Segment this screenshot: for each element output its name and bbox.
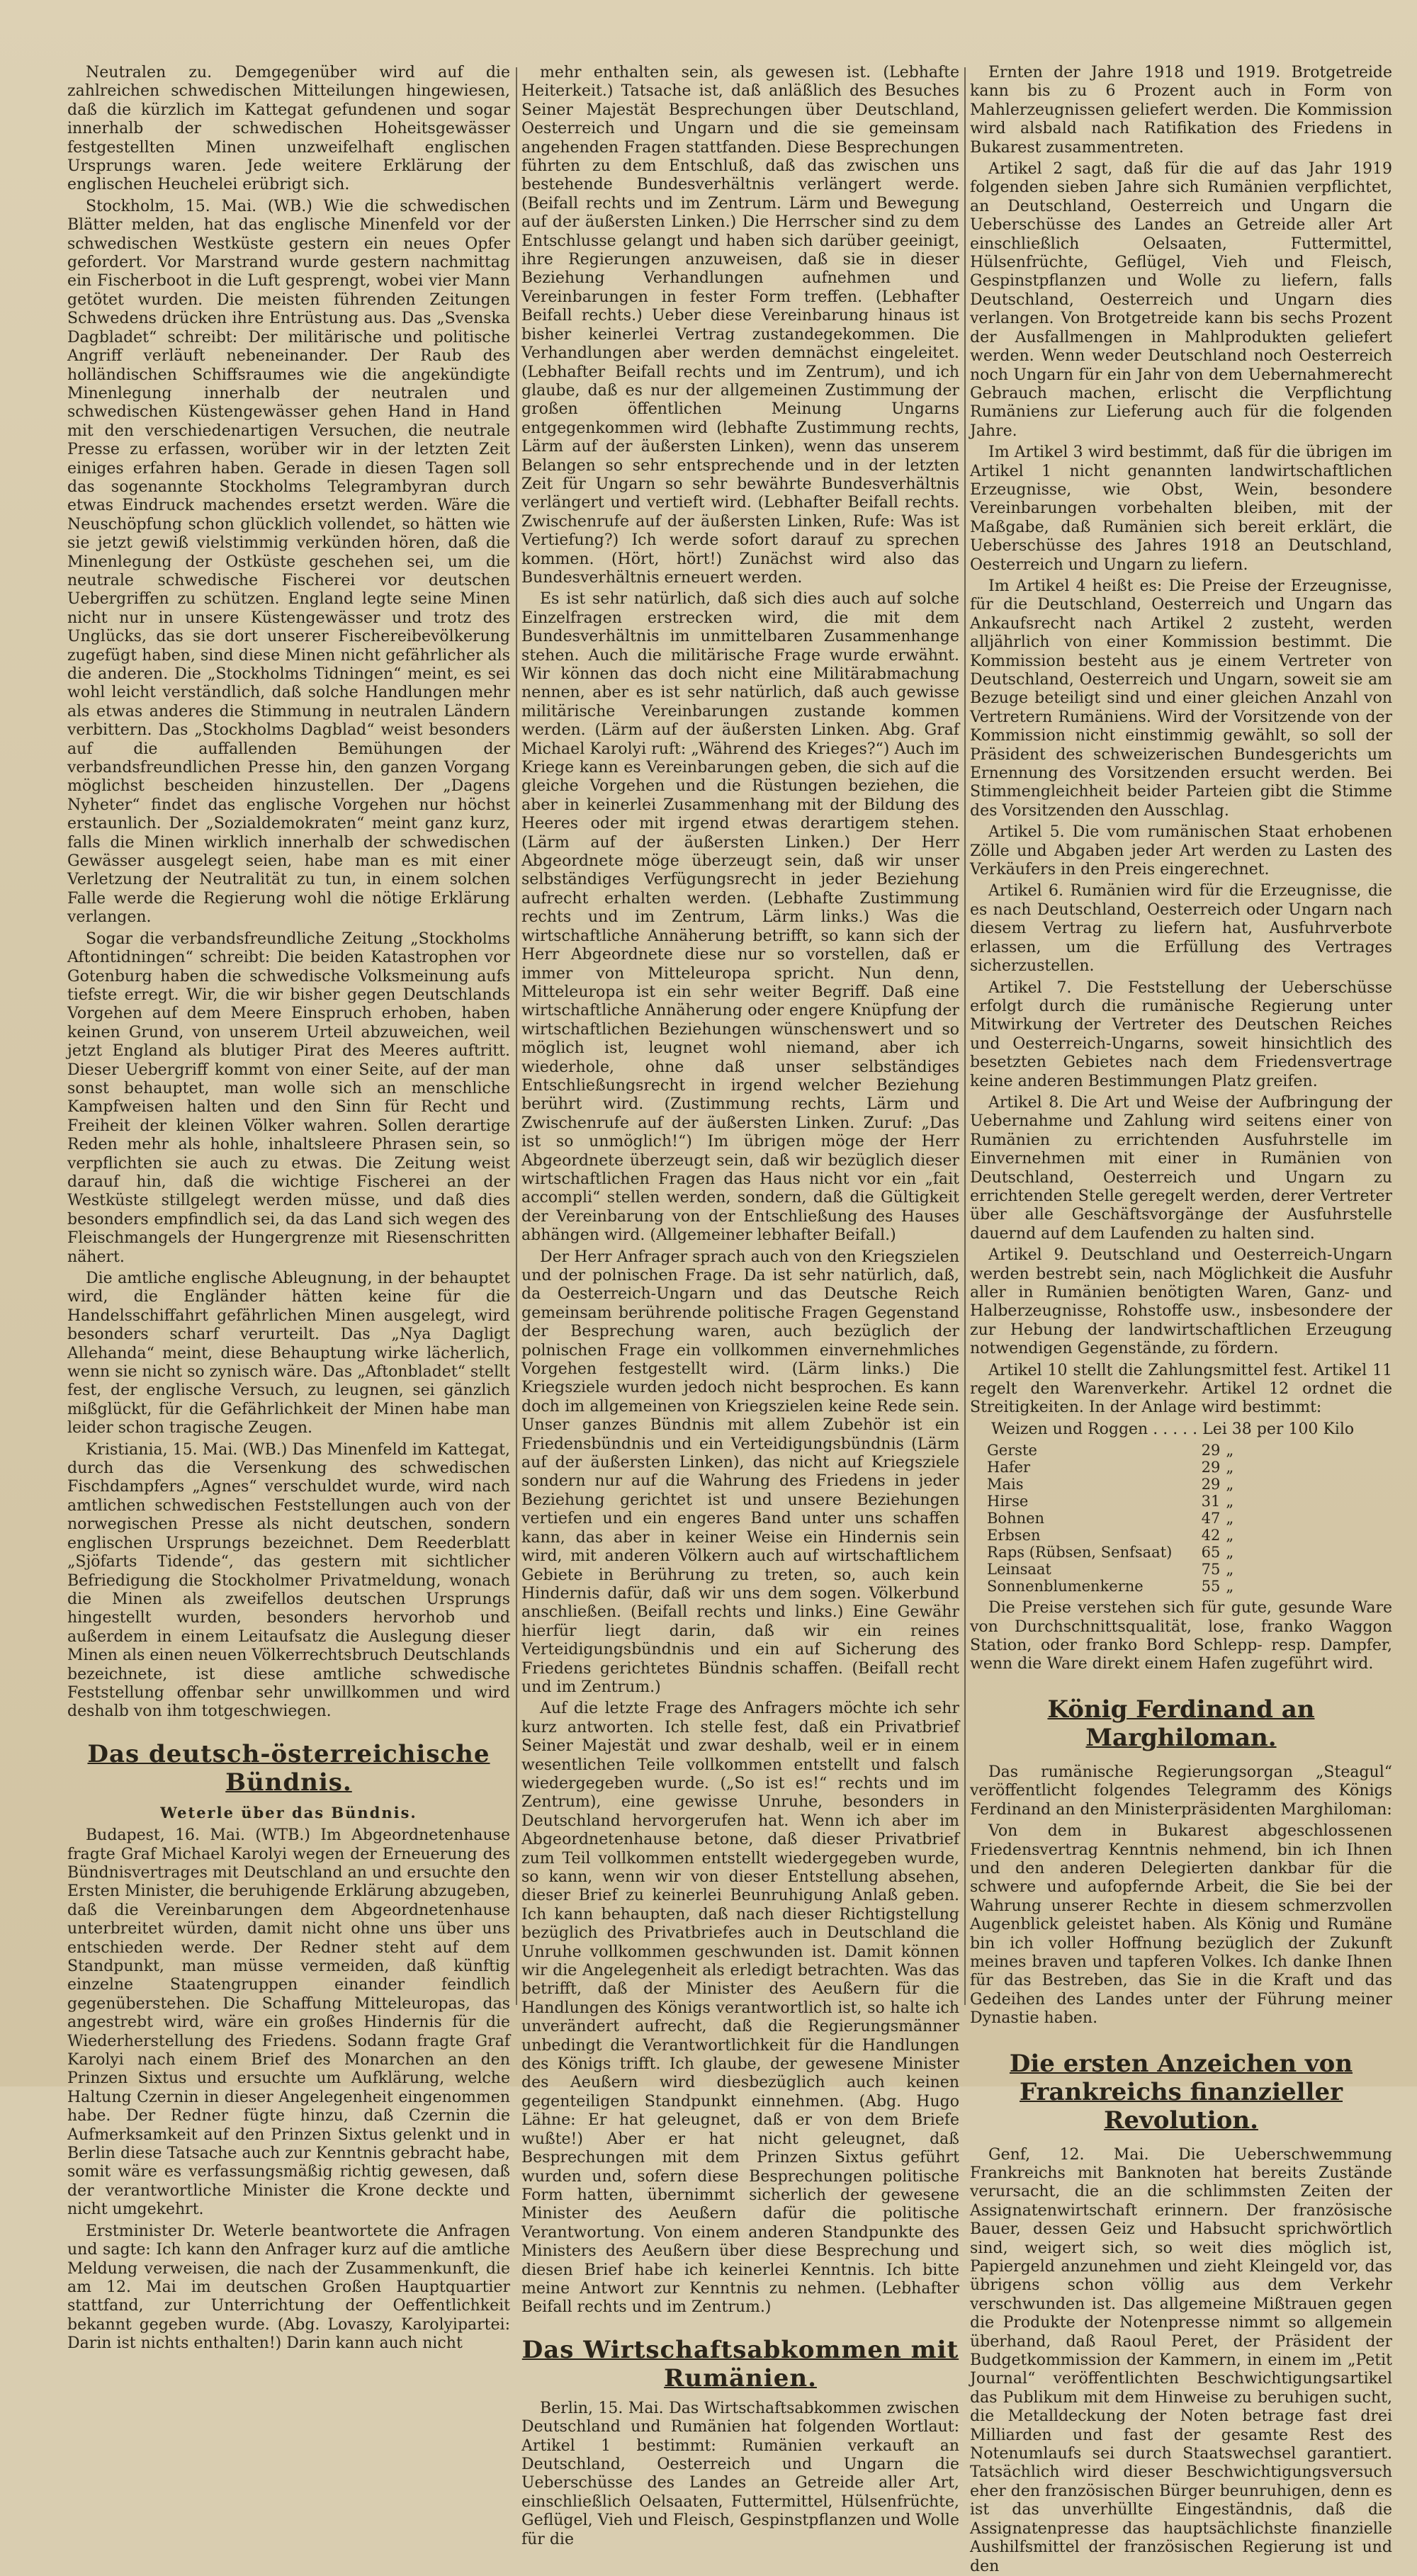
price-cell: 55 [1201, 1578, 1221, 1595]
price-cell: Leinsaat [987, 1561, 1051, 1578]
price-row [984, 1578, 1321, 1595]
price-cell: Erbsen [987, 1527, 1041, 1544]
paragraph: Im Artikel 3 wird bestimmt, daß für die übrigen im Artikel 1 nicht genannten landwirtschaftlichen Erzeugnisse, wie Obst, Wein, besondere Vereinbarungen vorbehalten bleiben, mit der Maßgabe, daß Rumänien sich bereit erklärt, die Ueberschüsse des Jahres 1918 an Deutschland, Oesterreich und Ungarn zu liefern. [970, 444, 1392, 574]
paragraph: Artikel 8. Die Art und Weise der Aufbringung der Uebernahme und Zahlung wird seitens einer von Rumänien zu errichtenden Ausfuhrstelle im Einvernehmen mit einer in Rumänien von Deutschland, Oesterreich und Ungarn zu errichtenden Stelle geregelt werden, derer Vertreter über alle Geschäftsvorgänge der Ausfuhrstelle dauernd auf dem Laufenden zu halten sind. [970, 1093, 1392, 1243]
paragraph: Die amtliche englische Ableugnung, in der behauptet wird, die Engländer hätten keine für die Handelsschiffahrt gefährlichen Minen ausgelegt, wird besonders scharf verurteilt. Das „Nya Dagligt Allehanda“ meint, diese Behauptung wirke lächerlich, wenn sie nicht so zynisch wäre. Das „Aftonbladet“ stellt fest, der englische Versuch, zu leugnen, sei gänzlich mißglückt, für die Gefährlichkeit der Minen habe man leider schon tragische Zeugen. [67, 1270, 510, 1437]
price-cell: 31 [1201, 1493, 1221, 1510]
article-headline: König Ferdinand an Marghiloman. [1047, 1695, 1315, 1752]
price-row [984, 1527, 1321, 1544]
price-cell: „ [1226, 1493, 1234, 1510]
price-cell: „ [1226, 1459, 1234, 1476]
column-right [970, 64, 1392, 2575]
column-middle [521, 64, 959, 2548]
price-row [984, 1510, 1321, 1527]
paragraph: Artikel 5. Die vom rumänischen Staat erhobenen Zölle und Abgaben jeder Art werden zu Lasten des Verkäufers in den Preis eingerechnet. [970, 823, 1392, 879]
price-cell: Bohnen [987, 1510, 1045, 1527]
price-row [984, 1544, 1321, 1561]
paragraph: Artikel 7. Die Feststellung der Ueberschüsse erfolgt durch die rumänische Regierung unter Mitwirkung der Vertreter des Deutschen Reiches und Oesterreich-Ungarns, soweit hinsichtlich des besetzten Gebietes nach dem Friedensvertrage keine anderen Bestimmungen Platz greifen. [970, 978, 1392, 1090]
paragraph: Es ist sehr natürlich, daß sich dies auch auf solche Einzelfragen erstrecken wird, die mit dem Bundesverhältnis im unmittelbaren Zusammenhange stehen. Auch die militärische Frage wurde erwähnt. Wir können das doch nicht eine Militärabmachung nennen, aber es ist sehr natürlich, daß auch gewisse militärische Vereinbarungen zustande kommen werden. (Lärm auf der äußersten Linken. Abg. Graf Michael Karolyi ruft: „Während des Krieges?“) Auch im Kriege kann es Vereinbarungen geben, die sich auf die gleiche Vorgehen und die Rüstungen beziehen, die aber in keinerlei Zusammenhang mit der Bildung des Heeres oder mit irgend etwas derartigem stehen. (Lärm auf der äußersten Linken.) Der Herr Abgeordnete möge überzeugt sein, daß wir unser selbständiges Verfügungsrecht in jeder Beziehung aufrecht erhalten werden. (Lebhafte Zustimmung rechts und im Zentrum, Lärm links.) Was die wirtschaftliche Annäherung betrifft, so kann sich der Herr Abgeordnete diese nur so vorstellen, daß er immer von Mitteleuropa spricht. Nun denn, Mitteleuropa ist ein sehr weiter Begriff. Daß eine wirtschaftliche Annäherung oder engere Knüpfung der wirtschaftlichen Beziehungen wünschenswert und so möglich ist, leugnet wohl niemand, aber ich wiederhole, ohne daß unser selbständiges Entschließungsrecht in irgend welcher Beziehung berührt wird. (Zustimmung rechts, Lärm und Zwischenrufe auf der äußersten Linken. Zuruf: „Das ist so unmöglich!“) Im übrigen möge der Herr Abgeordnete überzeugt sein, daß wir bezüglich dieser wirtschaftlichen Fragen das Haus nicht vor ein „fait accompli“ stellen werden, sondern, daß die Gültigkeit der Vereinbarung von der Entschließung des Hauses abhängen wird. (Allgemeiner lebhafter Beifall.) [521, 590, 959, 1245]
price-cell: Hirse [987, 1493, 1029, 1510]
paragraph: Budapest, 16. Mai. (WTB.) Im Abgeordnetenhause fragte Graf Michael Karolyi wegen der Erneuerung des Bündnisvertrages mit Deutschland an und ersuchte den Ersten Minister, die beruhigende Erklärung abzugeben, daß die Vereinbarungen dem Abgeordnetenhause unterbreitet würden, damit nicht ohne uns über uns entschieden werde. Der Redner steht auf dem Standpunkt, man müsse vermeiden, daß künftig einzelne Staatengruppen einander feindlich gegenüberstehen. Die Schaffung Mitteleuropas, das angestrebt wird, wäre ein großes Hindernis für die Wiederherstellung des Friedens. Sodann fragte Graf Karolyi nach einem Brief des Monarchen an den Prinzen Sixtus und ersuchte um Aufklärung, welche Haltung Czernin in dieser Angelegenheit eingenommen habe. Der Redner fügte hinzu, daß Czernin die Aufmerksamkeit auf den Prinzen Sixtus gelenkt und in Berlin diese Tatsache auch zur Kenntnis gebracht habe, somit wäre es verfassungsmäßig richtig gewesen, daß der verantwortliche Minister die Krone deckte und nicht umgekehrt. [67, 1826, 510, 2219]
article-headline: Die ersten Anzeichen von Frankreichs finanzieller Revolution. [1009, 2049, 1353, 2135]
price-cell: Gerste [987, 1442, 1037, 1459]
price-cell: „ [1226, 1544, 1234, 1561]
paragraph: Sogar die verbandsfreundliche Zeitung „Stockholms Aftontidningen“ schreibt: Die beiden Katastrophen vor Gotenburg haben die schwedische Volksmeinung aufs tiefste erregt. Wir, die wir bisher gegen Deutschlands Vorgehen auf dem Meere Einspruch erhoben, haben keinen Grund, von unserem Urteil abzuweichen, weil jetzt England als blutiger Pirat des Meeres auftritt. Dieser Uebergriff kommt von einer Seite, auf der man sonst behauptet, man wolle sich an menschliche Kampfweisen halten und den Sinn für Recht und Freiheit der kleinen Völker wahren. Sollen derartige Reden mehr als hohle, inhaltsleere Phrasen sein, so verpflichten sie auch zu etwas. Die Zeitung weist darauf hin, daß die wichtige Fischerei an der Westküste stillgelegt werden müsse, und daß dies besonders empfindlich sei, da das Land sich wegen des Fleischmangels der Hungergrenze mit Riesenschritten nähert. [67, 930, 510, 1266]
price-table-intro: Weizen und Roggen . . . . . Lei 38 per 100 Kilo [991, 1420, 1355, 1438]
column-rule [516, 67, 517, 2005]
paragraph: Berlin, 15. Mai. Das Wirtschaftsabkommen zwischen Deutschland und Rumänien hat folgenden Wortlaut: Artikel 1 bestimmt: Rumänien verkauft an Deutschland, Oesterreich und Ungarn die Ueberschüsse des Landes an Getreide aller Art, einschließlich Oelsaaten, Futtermittel, Hülsenfrüchte, Geflügel, Vieh und Fleisch, Gespinstpflanzen und Wolle für die [521, 2399, 959, 2548]
paragraph: mehr enthalten sein, als gewesen ist. (Lebhafte Heiterkeit.) Tatsache ist, daß anläßlich des Besuches Seiner Majestät Besprechungen über Deutschland, Oesterreich und Ungarn und die sie gemeinsam angehenden Fragen stattfanden. Diese Besprechungen führten zu dem Entschluß, daß das zwischen uns bestehende Bundesverhältnis verlängert werde. (Beifall rechts und im Zentrum. Lärm und Bewegung auf der äußersten Linken.) Die Herrscher sind zu dem Entschlusse gelangt und haben sich darüber geeinigt, ihre Regierungen anzuweisen, daß sie in dieser Beziehung Verhandlungen aufnehmen und Vereinbarungen in fester Form treffen. (Lebhafter Beifall rechts.) Ueber diese Vereinbarung hinaus ist bisher keinerlei Vertrag zustandegekommen. Die Verhandlungen aber werden demnächst eingeleitet. (Lebhafter Beifall rechts und im Zentrum), und ich glaube, daß es nur der allgemeinen Zustimmung der großen öffentlichen Meinung Ungarns entgegenkommen wird (lebhafte Zustimmung rechts, Lärm auf der äußersten Linken), wenn das unserem Belangen so sehr entsprechende und in der letzten Zeit für Ungarn so sehr bewährte Bundesverhältnis verlängert und vertieft wird. (Lebhafter Beifall rechts. Zwischenrufe auf der äußersten Linken, Rufe: Was ist Vertiefung?) Ich werde sofort darauf zu sprechen kommen. (Hört, hört!) Zunächst wird also das Bundesverhältnis erneuert werden. [521, 64, 959, 587]
column-rule [964, 67, 966, 2005]
paragraph: Das rumänische Regierungsorgan „Steagul“ veröffentlicht folgendes Telegramm des Königs Ferdinand an den Ministerpräsidenten Marghiloman: [970, 1763, 1392, 1819]
price-cell: „ [1226, 1510, 1234, 1527]
price-row [984, 1561, 1321, 1578]
price-cell: Raps (Rübsen, Senfsaat) [987, 1544, 1173, 1561]
paragraph: Ernten der Jahre 1918 und 1919. Brotgetreide kann bis zu 6 Prozent auch in Form von Mahlerzeugnissen geliefert werden. Die Kommission wird alsbald nach Ratifikation des Friedens in Bukarest zusammentreten. [970, 64, 1392, 157]
article-headline: Das Wirtschaftsabkommen mit Rumänien. [521, 2335, 959, 2393]
price-cell: Mais [987, 1476, 1024, 1493]
paragraph: Artikel 10 stellt die Zahlungsmittel fest. Artikel 11 regelt den Warenverkehr. Artikel 12 ordnet die Streitigkeiten. In der Anlage wird bestimmt: [970, 1361, 1392, 1417]
paragraph: Die Preise verstehen sich für gute, gesunde Ware von Durchschnittsqualität, lose, franko Waggon Station, oder franko Bord Schlepp- resp. Dampfer, wenn die Ware direkt einem Hafen zugeführt wird. [970, 1599, 1392, 1673]
article-headline: Das deutsch-österreichische Bündnis. [87, 1739, 490, 1797]
paragraph: Auf die letzte Frage des Anfragers möchte ich sehr kurz antworten. Ich stelle fest, daß ein Privatbrief Seiner Majestät und zwar deshalb, weil er in einem wesentlichen Teile vollkommen entstellt und falsch wiedergegeben wurde. („So ist es!“ rechts und im Zentrum), eine gewisse Unruhe, besonders in Deutschland hervorgerufen hat. Wenn ich aber im Abgeordnetenhause betone, daß dieser Privatbrief zum Teil vollkommen entstellt wiedergegeben wurde, so kann, wenn wir von dieser Entstellung absehen, dieser Brief zu keinerlei Beunruhigung Anlaß geben. Ich kann behaupten, daß nach dieser Richtigstellung bezüglich des Privatbriefes auch in Deutschland die Unruhe vollkommen geschwunden ist. Damit können wir die Angelegenheit als erledigt betrachten. Was das betrifft, daß der Minister des Aeußern für die Handlungen des Königs verantwortlich ist, so halte ich unverändert aufrecht, daß die Regierungsmänner unbedingt die Verantwortlichkeit für die Handlungen des Königs trifft. Ich glaube, der gewesene Minister des Aeußern wird diesbezüglich auch keinen gegenteiligen Standpunkt einnehmen. (Abg. Hugo Lähne: Er hat geleugnet, daß er von dem Briefe wußte!) Aber er hat nicht geleugnet, daß Besprechungen mit dem Prinzen Sixtus geführt wurden und, sofern diese Besprechungen politische Form hatten, übernimmt sicherlich der gewesene Minister des Aeußern dafür die politische Verantwortung. Von einem anderen Standpunkte des Ministers des Aeußern über diese Besprechung und diesen Brief habe ich keinerlei Kenntnis. Ich bitte meine Antwort zur Kenntnis zu nehmen. (Lebhafter Beifall rechts und im Zentrum.) [521, 1700, 959, 2317]
paragraph: Artikel 9. Deutschland und Oesterreich-Ungarn werden bestrebt sein, nach Möglichkeit die Ausfuhr aller in Rumänien benötigten Waren, Ganz- und Halberzeugnisse, Rohstoffe usw., insbesondere der zur Hebung der landwirtschaftlichen Erzeugung notwendigen Gegenstände, zu fördern. [970, 1246, 1392, 1358]
price-row [984, 1442, 1321, 1459]
price-table [984, 1442, 1321, 1595]
column-left [67, 64, 510, 2353]
price-row [984, 1476, 1321, 1493]
paragraph: Erstminister Dr. Weterle beantwortete die Anfragen und sagte: Ich kann den Anfrager kurz auf die amtliche Meldung verweisen, die nach der Zusammenkunft, die am 12. Mai im deutschen Großen Hauptquartier stattfand, zur Unterrichtung der Oeffentlichkeit bekannt gegeben wurde. (Abg. Lovaszy, Karolyipartei: Darin ist nichts enthalten!) Darin kann auch nicht [67, 2222, 510, 2353]
paragraph: Kristiania, 15. Mai. (WB.) Das Minenfeld im Kattegat, durch das die Versenkung des schwedischen Fischdampfers „Agnes“ verschuldet wurde, wird nach amtlichen schwedischen Feststellungen auch von der norwegischen Presse als nicht deutschen, sondern englischen Ursprungs bezeichnet. Dem Reederblatt „Sjöfarts Tidende“, das gestern mit sichtlicher Befriedigung die Stockholmer Privatmeldung, wonach die Minen als zweifellos deutschen Ursprungs hingestellt wurden, besonders hervorhob und außerdem in einem Leitaufsatz die Auslegung dieser Minen als einen neuen Völkerrechtsbruch Deutschlands bezeichnete, ist diese amtliche schwedische Feststellung offenbar sehr unwillkommen und wird deshalb von ihm totgeschwiegen. [67, 1440, 510, 1721]
price-cell: „ [1226, 1442, 1234, 1459]
price-cell: „ [1226, 1578, 1234, 1595]
price-cell: 29 [1201, 1459, 1221, 1476]
price-row [984, 1493, 1321, 1510]
paragraph: Genf, 12. Mai. Die Ueberschwemmung Frankreichs mit Banknoten hat bereits Zustände verursacht, die an die schlimmsten Zeiten der Assignatenwirtschaft erinnern. Der französische Bauer, dessen Geiz und Habsucht sprichwörtlich sind, weigert sich, so weit dies möglich ist, Papiergeld anzunehmen und zieht Kleingeld vor, das übrigens schon völlig aus dem Verkehr verschwunden ist. Das allgemeine Mißtrauen gegen die Produkte der Notenpresse nimmt so allgemein überhand, daß Raoul Peret, der Präsident der Budgetkommission der Kammern, in einem im „Petit Journal“ veröffentlichten Beschwichtigungsartikel das Publikum mit dem Hinweise zu beruhigen sucht, die Metalldeckung der Noten betrage fast drei Milliarden und fast der gesamte Rest des Notenumlaufs sei durch Staatswechsel garantiert. Tatsächlich wird dieser Beschwichtigungsversuch eher den französischen Bürger beunruhigen, denn es ist das unverhüllte Eingeständnis, daß die Assignatenpresse das hauptsächlichste finanzielle Aushilfsmittel der französischen Regierung ist und den [970, 2145, 1392, 2575]
price-row [984, 1459, 1321, 1476]
article-subheadline: Weterle über das Bündnis. [160, 1803, 417, 1821]
price-cell: 29 [1201, 1442, 1221, 1459]
price-cell: 65 [1201, 1544, 1221, 1561]
price-cell: „ [1226, 1476, 1234, 1493]
price-cell: „ [1226, 1561, 1234, 1578]
price-cell: 47 [1201, 1510, 1221, 1527]
paragraph: Im Artikel 4 heißt es: Die Preise der Erzeugnisse, für die Deutschland, Oesterreich und Ungarn das Ankaufsrecht nach Artikel 2 zusteht, werden alljährlich von einer Kommission bestimmt. Die Kommission besteht aus je einem Vertreter von Deutschland, Oesterreich und Ungarn, soweit sie am Bezuge beteiligt sind und einer gleichen Anzahl von Vertretern Rumäniens. Wird der Vorsitzende von der Kommission nicht einstimmig gewählt, so soll der Präsident des schweizerischen Bundesgerichts um Ernennung des Vorsitzenden ersucht werden. Bei Stimmengleichheit beider Parteien gibt die Stimme des Vorsitzenden den Ausschlag. [970, 577, 1392, 820]
paragraph: Artikel 2 sagt, daß für die auf das Jahr 1919 folgenden sieben Jahre sich Rumänien verpflichtet, an Deutschland, Oesterreich und Ungarn die Ueberschüsse des Landes an Getreide aller Art einschließlich Oelsaaten, Futtermittel, Hülsenfrüchte, Geflügel, Vieh und Fleisch, Gespinstpflanzen und Wolle zu liefern, falls Deutschland, Oesterreich und Ungarn dies verlangen. Von Brotgetreide kann bis sechs Prozent der Ausfallmengen in Mahlprodukten geliefert werden. Wenn weder Deutschland noch Oesterreich noch Ungarn für ein Jahr von dem Uebernahmerecht Gebrauch machen, erlischt die Verpflichtung Rumäniens zur Lieferung auch für die folgenden Jahre. [970, 160, 1392, 440]
paragraph: Stockholm, 15. Mai. (WB.) Wie die schwedischen Blätter melden, hat das englische Minenfeld vor der schwedischen Westküste gestern ein neues Opfer gefordert. Vor Marstrand wurde gestern nachmittag ein Fischerboot in die Luft gesprengt, wobei vier Mann getötet wurden. Die meisten führenden Zeitungen Schwedens drücken ihre Entrüstung aus. Das „Svenska Dagbladet“ schreibt: Der militärische und politische Angriff verläuft nebeneinander. Der Raub des holländischen Schiffsraumes wie die angekündigte Minenlegung innerhalb der neutralen und schwedischen Küstengewässer gehen Hand in Hand mit den verschiedenartigen Versuchen, die neutrale Presse zu erfassen, worüber wir in der letzten Zeit einiges erfahren haben. Gerade in diesen Tagen soll das sogenannte Stockholms Telegrambyran durch etwas Eindruck machendes ersetzt werden. Wäre die Neuschöpfung schon glücklich vollendet, so hätten wie sie jetzt gewiß vielstimmig verkünden hören, daß die Minenlegung der Ostküste geschehen sei, um die neutrale schwedische Fischerei vor deutschen Uebergriffen zu schützen. England legte seine Minen nicht nur in unsere Küstengewässer und trotz des Unglücks, das sie dort unserer Fischereibevölkerung zugefügt haben, sind diese Minen nicht gefährlicher als die anderen. Die „Stockholms Tidningen“ meint, es sei wohl leicht verständlich, daß solche Handlungen mehr als etwas anderes die Stimmung in neutralen Ländern verbittern. Das „Stockholms Dagblad“ weist besonders auf die auffallenden Bemühungen der verbandsfreundlichen Presse hin, den ganzen Vorgang möglichst bescheiden hinzustellen. Der „Dagens Nyheter“ findet das englische Vorgehen nur höchst erstaunlich. Der „Sozialdemokraten“ meint ganz kurz, falls die Minen wirklich innerhalb der schwedischen Gewässer ausgelegt seien, habe man es mit einer Verletzung der Neutralität zu tun, in einem solchen Falle werde die Regierung wohl die nötige Erklärung verlangen. [67, 197, 510, 927]
price-cell: 29 [1201, 1476, 1221, 1493]
paragraph: Der Herr Anfrager sprach auch von den Kriegszielen und der polnischen Frage. Da ist sehr natürlich, daß, da Oesterreich-Ungarn und das Deutsche Reich gemeinsam berührende politische Fragen Gegenstand der Besprechung waren, auch bezüglich der polnischen Frage ein vollkommen einvernehmliches Vorgehen festgestellt wird. (Lärm links.) Die Kriegsziele wurden jedoch nicht besprochen. Es kann doch im allgemeinen von Kriegszielen keine Rede sein. Unser ganzes Bündnis mit allem Zubehör ist ein Friedensbündnis und ein Verteidigungsbündnis (Lärm auf der äußersten Linken), das nicht auf Kriegsziele sondern nur auf die Wahrung des Friedens in jeder Beziehung gerichtet ist und unsere Beziehungen vertiefen und ein engeres Band unter uns schaffen kann, das aber in keiner Weise ein Hindernis sein wird, mit anderen Völkern auch auf wirtschaftlichem Gebiete in Berührung zu treten, so, auch kein Hindernis dafür, daß wir uns dem sogen. Völkerbund anschließen. (Beifall rechts und links.) Eine Gewähr hierfür liegt darin, daß wir ein reines Verteidigungsbündnis und ein auf Sicherung des Friedens gerichtetes Bündnis schaffen. (Beifall recht und im Zentrum.) [521, 1248, 959, 1696]
price-cell: Hafer [987, 1459, 1031, 1476]
price-cell: 42 [1201, 1527, 1221, 1544]
price-cell: 75 [1201, 1561, 1221, 1578]
paragraph: Von dem in Bukarest abgeschlossenen Friedensvertrag Kenntnis nehmend, bin ich Ihnen und den anderen Delegierten dankbar für die schwere und aufopfernde Arbeit, die Sie bei der Wahrung unserer Rechte in diesem schmerzvollen Augenblick geleistet haben. Als König und Rumäne bin ich voller Hoffnung bezüglich der Zukunft meines braven und tapferen Volkes. Ich danke Ihnen für das Bestreben, das Sie in die Kraft und das Gedeihen des Landes unter der Führung meiner Dynastie haben. [970, 1822, 1392, 2028]
price-cell: Sonnenblumenkerne [987, 1578, 1144, 1595]
paragraph: Neutralen zu. Demgegenüber wird auf die zahlreichen schwedischen Mitteilungen hingewiesen, daß die kürzlich im Kattegat gefundenen und sogar innerhalb der schwedischen Hoheitsgewässer festgestellten Minen unzweifelhaft englischen Ursprungs waren. Jede weitere Erklärung der englischen Heuchelei erübrigt sich. [67, 64, 510, 194]
price-cell: „ [1226, 1527, 1234, 1544]
paragraph: Artikel 6. Rumänien wird für die Erzeugnisse, die es nach Deutschland, Oesterreich oder Ungarn nach diesem Vertrag zu liefern hat, Ausfuhrverbote erlassen, um die Erfüllung des Vertrages sicherzustellen. [970, 882, 1392, 976]
